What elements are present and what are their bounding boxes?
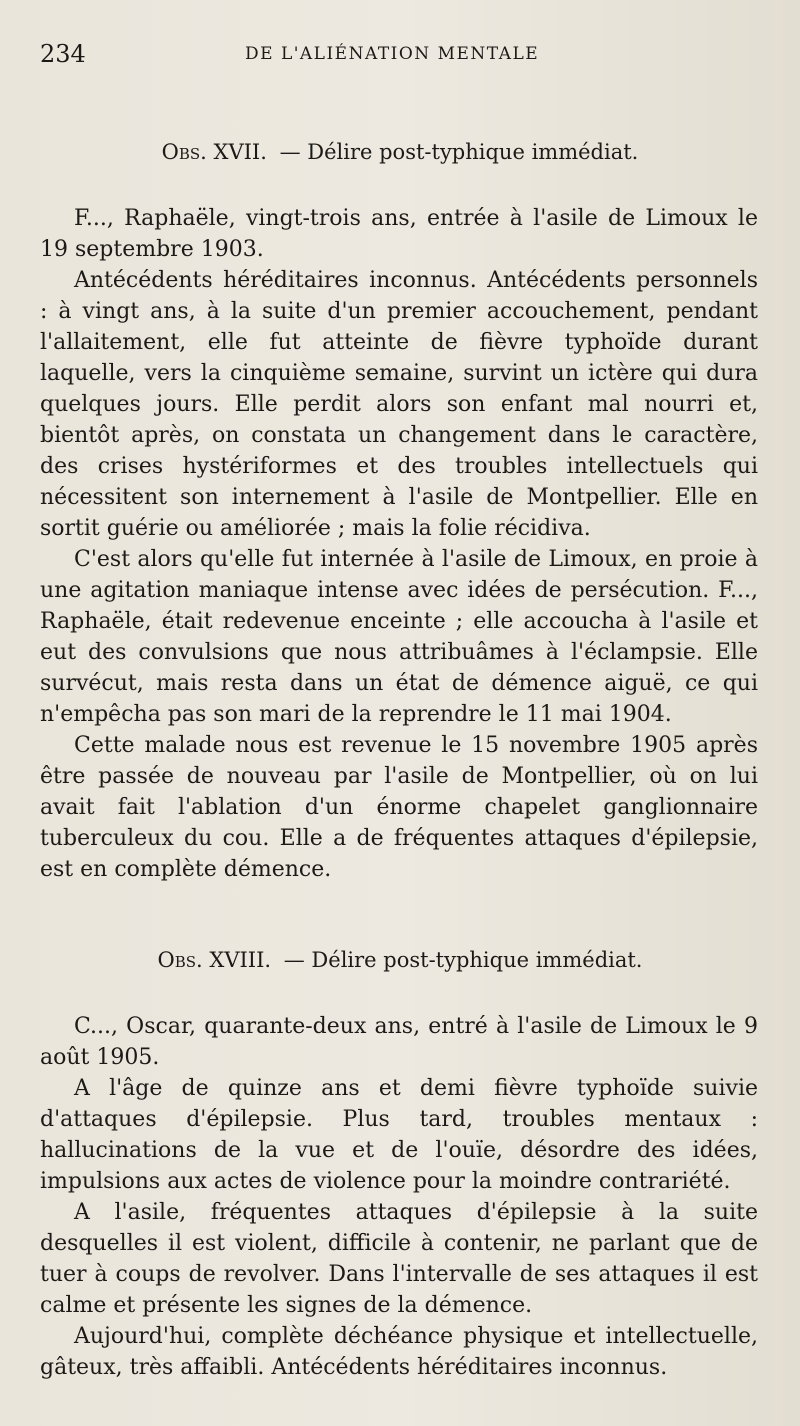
observation-title: — Délire post-typhique immédiat. <box>279 140 639 164</box>
observation-heading-xvii <box>0 140 800 164</box>
observation-title: — Délire post-typhique immédiat. <box>283 948 643 972</box>
paragraph: F..., Raphaële, vingt-trois ans, entrée à l'asile de Limoux le 19 septembre 1903. <box>40 206 758 262</box>
observation-label: Obs. XVII. <box>161 140 267 164</box>
paragraph: C..., Oscar, quarante-deux ans, entré à l'asile de Limoux le 9 août 1905. <box>40 1014 758 1070</box>
paragraph: A l'asile, fréquentes attaques d'épilepsie à la suite desquelles il est violent, difficile à contenir, ne parlant que de tuer à coups de revolver. Dans l'intervalle de ses attaques il est calme et présente les signes de la démence. <box>40 1200 758 1318</box>
paragraph: Antécédents héréditaires inconnus. Antécédents personnels : à vingt ans, à la suite d'un premier accouchement, pendant l'allaitement, elle fut atteinte de fièvre typhoïde durant laquelle, vers la cinquième semaine, survint un ictère qui dura quelques jours. Elle perdit alors son enfant mal nourri et, bientôt après, on constata un changement dans le caractère, des crises hystériformes et des troubles intellectuels qui nécessitent son internement à l'asile de Montpellier. Elle en sortit guérie ou améliorée ; mais la folie récidiva. <box>40 268 758 541</box>
paragraph: A l'âge de quinze ans et demi fièvre typhoïde suivie d'attaques d'épilepsie. Plus tard, troubles mentaux : hallucinations de la vue et de l'ouïe, désordre des idées, impulsions aux actes de violence pour la moindre contrariété. <box>40 1076 758 1194</box>
page-number: 234 <box>40 40 86 68</box>
paragraph: C'est alors qu'elle fut internée à l'asile de Limoux, en proie à une agitation maniaque intense avec idées de persécution. F..., Raphaële, était redevenue enceinte ; elle accoucha à l'asile et eut des convulsions que nous attribuâmes à l'éclampsie. Elle survécut, mais resta dans un état de démence aiguë, ce qui n'empêcha pas son mari de la reprendre le 11 mai 1904. <box>40 547 758 727</box>
observation-body-xvii <box>40 203 758 885</box>
paragraph: Cette malade nous est revenue le 15 novembre 1905 après être passée de nouveau par l'asile de Montpellier, où on lui avait fait l'ablation d'un énorme chapelet ganglionnaire tuberculeux du cou. Elle a de fréquentes attaques d'épilepsie, est en complète démence. <box>40 733 758 882</box>
observation-label: Obs. XVIII. <box>157 948 272 972</box>
page-header <box>0 40 800 70</box>
paragraph: Aujourd'hui, complète déchéance physique et intellectuelle, gâteux, très affaibli. Antécédents héréditaires inconnus. <box>40 1324 758 1380</box>
observation-body-xviii <box>40 1011 758 1383</box>
observation-heading-xviii <box>0 948 800 972</box>
running-head: DE L'ALIÉNATION MENTALE <box>245 44 540 64</box>
